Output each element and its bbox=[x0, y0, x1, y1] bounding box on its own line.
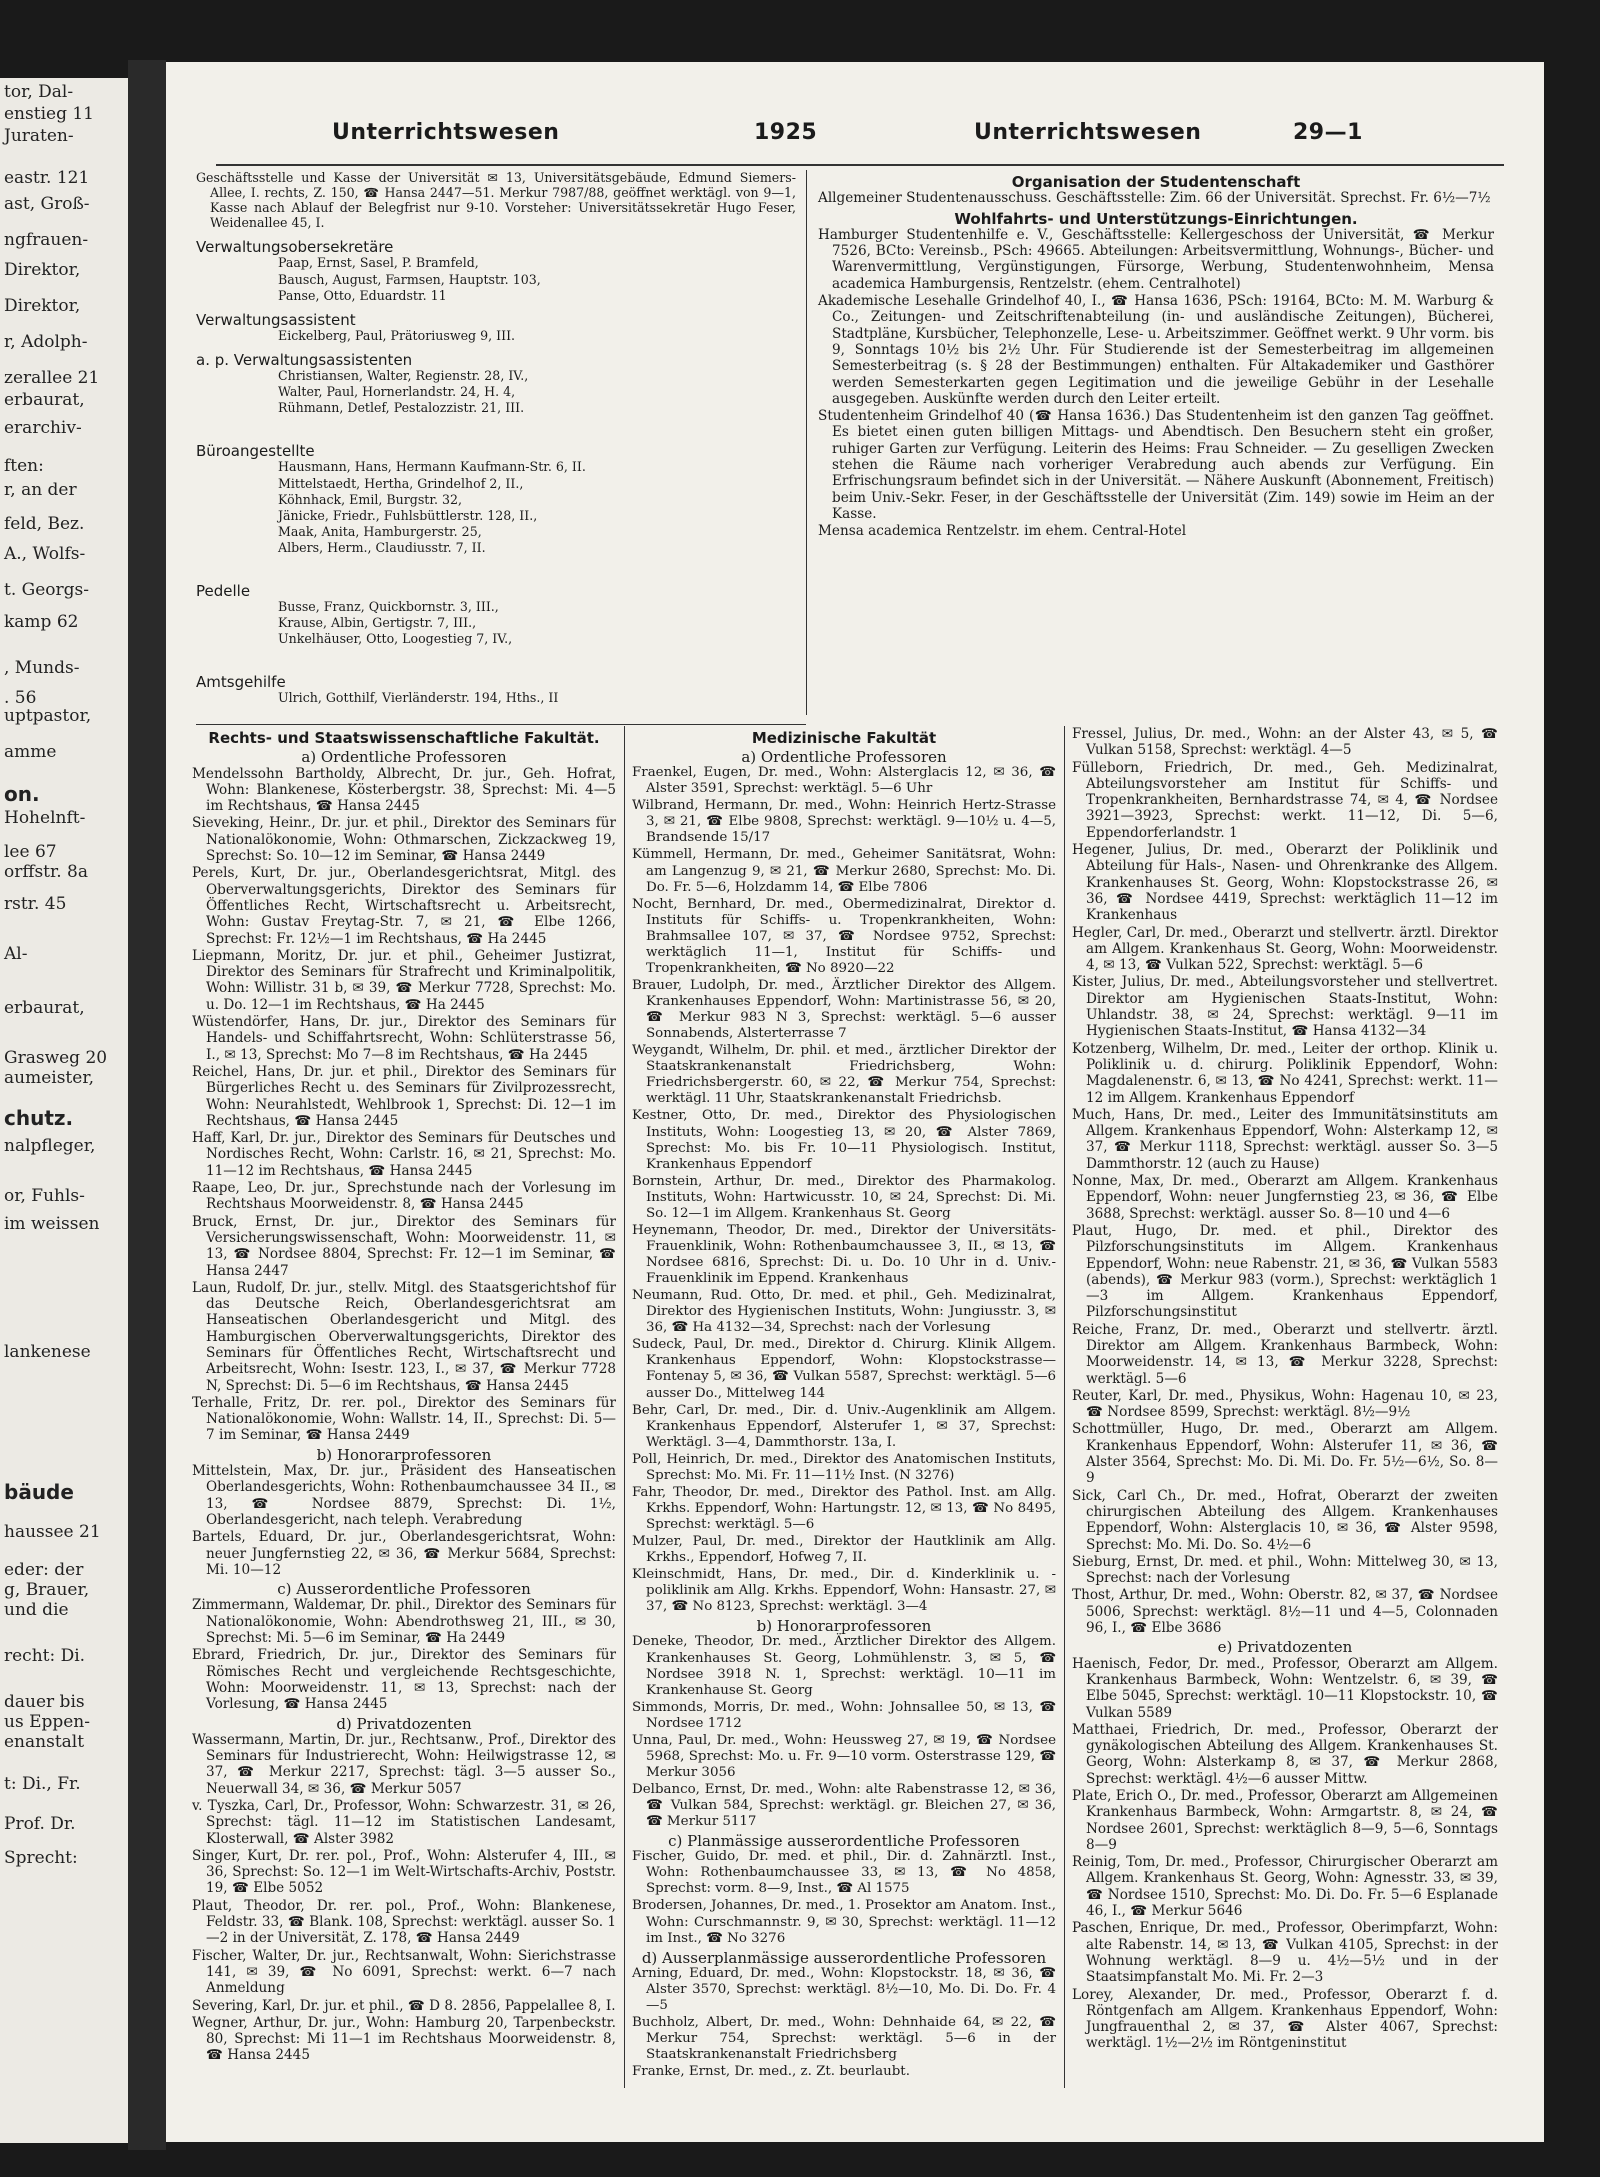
directory-entry: Wegner, Arthur, Dr. jur., Wohn: Hamburg 20, Tarpenbeckstr. 80, Sprechst: Mi 11—1 im Rechtshaus Moorweidenstr. 8, ☎ Hansa 2445 bbox=[192, 2014, 616, 2064]
directory-entry: Sieveking, Heinr., Dr. jur. et phil., Direktor des Seminars für Nationalökonomie, Wohn: Othmarschen, Zickzackweg 19, Sprechst: So. 10—12 im Seminar, ☎ Hansa 2449 bbox=[192, 815, 616, 865]
directory-entry: Fischer, Walter, Dr. jur., Rechtsanwalt, Wohn: Sierichstrasse 141, ✉ 39, ☎ No 6091, Sprechst: werkt. 6—7 nach Anmeldung bbox=[192, 1947, 616, 1997]
directory-entry: Mendelssohn Bartholdy, Albrecht, Dr. jur., Geh. Hofrat, Wohn: Blankenese, Kösterbergstr. 38, Sprechst: Mi. 4—5 im Rechtshaus, ☎ Hansa 2445 bbox=[192, 765, 616, 815]
spacer bbox=[196, 647, 796, 665]
staff-name-line: Panse, Otto, Eduardstr. 11 bbox=[278, 287, 447, 303]
directory-entry: Haff, Karl, Dr. jur., Direktor des Seminars für Deutsches und Nordisches Recht, Wohn: Carlstr. 16, ✉ 21, Sprechst: Mo. 11—12 im Rechtshaus, ☎ Hansa 2445 bbox=[192, 1130, 616, 1179]
staff-name-line: Busse, Franz, Quickbornstr. 3, III., bbox=[278, 599, 499, 615]
university-administration-section bbox=[196, 170, 796, 707]
adjacent-page-line: eder: der bbox=[4, 1560, 84, 1580]
directory-entry: Allgemeiner Studentenausschuss. Geschäftsstelle: Zim. 66 der Universität. Sprechst. Fr. 6½—7½ bbox=[818, 190, 1491, 207]
adjacent-page-line: nalpfleger, bbox=[4, 1136, 96, 1156]
staff-name-line: Unkelhäuser, Otto, Loogestieg 7, IV., bbox=[278, 631, 513, 647]
column-divider bbox=[1064, 726, 1065, 2088]
directory-entry: Brodersen, Johannes, Dr. med., 1. Prosektor am Anatom. Inst., Wohn: Curschmannstr. 9, ✉ 30, Sprechst: werktägl. 11—12 im Inst., ☎ No 3276 bbox=[632, 1898, 1056, 1946]
adjacent-page-line: erbaurat, bbox=[4, 998, 85, 1018]
directory-entry: Delbanco, Ernst, Dr. med., Wohn: alte Rabenstrasse 12, ✉ 36, ☎ Vulkan 584, Sprechst: werktägl. gr. Bleichen 27, ✉ 36, ☎ Merkur 5117 bbox=[632, 1782, 1056, 1830]
directory-entry: Fraenkel, Eugen, Dr. med., Wohn: Alsterglacis 12, ✉ 36, ☎ Alster 3591, Sprechst: werktägl. 5—6 Uhr bbox=[632, 765, 1056, 797]
directory-entry: Thost, Arthur, Dr. med., Wohn: Oberstr. 82, ✉ 37, ☎ Nordsee 5006, Sprechst: werktägl. 8½—11 und 4—5, Colonnaden 96, I., ☎ Elbe 3686 bbox=[1072, 1587, 1498, 1637]
adjacent-page-line: Hohelnft- bbox=[4, 808, 86, 828]
adjacent-page-line: haussee 21 bbox=[4, 1522, 101, 1542]
directory-entry: Sieburg, Ernst, Dr. med. et phil., Wohn: Mittelweg 30, ✉ 13, Sprechst: nach der Vorlesung bbox=[1072, 1553, 1498, 1587]
staff-name-line: Mittelstaedt, Hertha, Grindelhof 2, II., bbox=[278, 475, 524, 491]
directory-entry: Nocht, Bernhard, Dr. med., Obermedizinalrat, Direktor d. Instituts für Schiffs- u. Tropenkrankheiten, Wohn: Brahmsallee 107, ✉ 37, ☎ Nordsee 9752, Sprechst: werktäglich 11—1, Institut für Schiffs- und Tropenkrankheiten, ☎ No 8920—22 bbox=[632, 896, 1056, 976]
directory-entry: Plate, Erich O., Dr. med., Professor, Oberarzt am Allgemeinen Krankenhaus Barmbeck, Wohn: Armgartstr. 8, ✉ 24, ☎ Nordsee 2601, Sprechst: werktäglich 8—9, 5—6, Sonntags 8—9 bbox=[1072, 1788, 1498, 1853]
rank-subheading: d) Ausserplanmässige ausserordentliche Professoren bbox=[641, 1948, 1047, 1967]
directory-entry: Kleinschmidt, Hans, Dr. med., Dir. d. Kinderklinik u. -poliklinik am Allg. Krkhs. Eppendorf, Wohn: Hansastr. 27, ✉ 37, ☎ No 8123, Sprechst: werktägl. 3—4 bbox=[632, 1567, 1056, 1615]
rank-subheading: b) Honorarprofessoren bbox=[316, 1445, 492, 1464]
directory-entry: Perels, Kurt, Dr. jur., Oberlandesgerichtsrat, Mitgl. des Oberverwaltungsgerichts, Direktor des Seminars für Öffentliches Recht, Wirtschaftsrecht u. Arbeitsrecht, Wohn: Gustav Freytag-Str. 7, ✉ 21, ☎ Elbe 1266, Sprechst: Fr. 12½—1 im Rechtshaus, ☎ Ha 2445 bbox=[192, 865, 616, 947]
directory-entry: Bornstein, Arthur, Dr. med., Direktor des Pharmakolog. Instituts, Wohn: Hartwicusstr. 10, ✉ 24, Sprechst: Di. Mi. So. 12—1 im Allgem. Krankenhaus St. Georg bbox=[632, 1173, 1056, 1221]
directory-entry: Plaut, Hugo, Dr. med. et phil., Direktor des Pilzforschungsinstituts im Allgem. Krankenhaus Eppendorf, Wohn: neue Rabenstr. 21, ✉ 36, ☎ Vulkan 5583 (abends), ☎ Merkur 983 (vorm.), Sprechst: werktäglich 1—3 im Allgem. Krankenhaus Eppendorf, Pilzforschungsinstitut bbox=[1072, 1222, 1498, 1321]
staff-name-line: Albers, Herm., Claudiusstr. 7, II. bbox=[278, 539, 486, 555]
directory-entry: Wilbrand, Hermann, Dr. med., Wohn: Heinrich Hertz-Strasse 3, ✉ 21, ☎ Elbe 9808, Sprechst: werktägl. 9—10½ u. 4—5, Brandsende 15/17 bbox=[632, 798, 1056, 846]
adjacent-page-line: A., Wolfs- bbox=[4, 544, 86, 564]
directory-entry: Brauer, Ludolph, Dr. med., Ärztlicher Direktor des Allgem. Krankenhauses Eppendorf, Wohn: Martinistrasse 56, ✉ 20, ☎ Merkur 983 N 3, Sprechst: werktägl. 5—6 ausser Sonnabends, Alsterterrasse 7 bbox=[632, 977, 1056, 1042]
adjacent-page-line: Juraten- bbox=[4, 126, 74, 146]
adjacent-page-line: erbaurat, bbox=[4, 390, 85, 410]
directory-entry: Wüstendörfer, Hans, Dr. jur., Direktor des Seminars für Handels- und Schiffahrtsrecht, Wohn: Schlüterstrasse 56, I., ✉ 13, Sprechst: Mo 7—8 im Rechtshaus, ☎ Ha 2445 bbox=[192, 1014, 616, 1063]
spacer bbox=[196, 556, 796, 574]
directory-entry: Deneke, Theodor, Dr. med., Ärztlicher Direktor des Allgem. Krankenhauses St. Georg, Lohmühlenstr. 3, ✉ 5, ☎ Nordsee 3918 N. 1, Sprechst: werktägl. 10—11 im Krankenhause St. Georg bbox=[632, 1634, 1056, 1698]
directory-entry: Lorey, Alexander, Dr. med., Professor, Oberarzt f. d. Röntgenfach am Allgem. Krankenhaus Eppendorf, Wohn: Jungfrauenthal 2, ✉ 37, ☎ Alster 4067, Sprechst: werktägl. 1½—2½ im Röntgeninstitut bbox=[1072, 1986, 1498, 2052]
directory-entry: Akademische Lesehalle Grindelhof 40, I., ☎ Hansa 1636, PSch: 19164, BCto: M. M. Warburg & Co., Zeitungen- und Zeitschriftenabteilung (in- und ausländische Zeitungen), Bücherei, Stadtpläne, Kursbücher, Telephonzelle, Lese- u. Arbeitszimmer. Geöffnet werkt. 9 Uhr vorm. bis 9, Sonntags 10½ bis 2½ Uhr. Für Studierende ist der Semesterbeitrag im allgemeinen Semesterbeitrag (s. § 28 der Bestimmungen) enthalten. Für Altakademiker und Gasthörer werden Semesterkarten gegen Legitimation und die jeweilige Gebühr in der Lesehalle ausgegeben. Auskünfte werden durch den Leiter erteilt. bbox=[818, 293, 1494, 407]
section-rule bbox=[196, 724, 806, 725]
directory-entry: Arning, Eduard, Dr. med., Wohn: Klopstockstr. 18, ✉ 36, ☎ Alster 3570, Sprechst: werktägl. 8½—10, Mo. Di. Do. Fr. 4—5 bbox=[632, 1965, 1056, 2013]
faculty-heading: Organisation der Studentenschaft bbox=[1011, 173, 1301, 191]
directory-entry: Reuter, Karl, Dr. med., Physikus, Wohn: Hagenau 10, ✉ 23, ☎ Nordsee 8599, Sprechst: werktägl. 8½—9½ bbox=[1072, 1387, 1498, 1421]
section-heading: Amtsgehilfe bbox=[196, 673, 286, 692]
directory-entry: Mulzer, Paul, Dr. med., Direktor der Hautklinik am Allg. Krkhs., Eppendorf, Hofweg 7, II. bbox=[632, 1534, 1056, 1566]
adjacent-page-line: im weissen bbox=[4, 1214, 100, 1234]
directory-entry: Paschen, Enrique, Dr. med., Professor, Oberimpfarzt, Wohn: alte Rabenstr. 14, ✉ 13, ☎ Vulkan 4105, Sprechst: in der Wohnung werktägl. 8—9 u. 4½—5½ und in der Staatsimpfanstalt Mo. Mi. Fr. 2—3 bbox=[1072, 1920, 1498, 1986]
adjacent-page-line: rstr. 45 bbox=[4, 894, 67, 914]
directory-entry: Raape, Leo, Dr. jur., Sprechstunde nach der Vorlesung im Rechtshaus Moorweidenstr. 8, ☎ Hansa 2445 bbox=[192, 1180, 616, 1213]
rank-subheading: b) Honorarprofessoren bbox=[756, 1617, 932, 1636]
directory-entry: Geschäftsstelle und Kasse der Universität ✉ 13, Universitätsgebäude, Edmund Siemers-Allee, I. rechts, Z. 150, ☎ Hansa 2447—51. Merkur 7987/88, geöffnet werktägl. von 9—1, Kasse nach Ablauf der Belegfrist nur 9-10. Vorsteher: Universitätssekretär Hugo Feser, Weidenallee 45, I. bbox=[196, 170, 796, 231]
directory-entry: Kister, Julius, Dr. med., Abteilungsvorsteher und stellvertret. Direktor am Hygienischen Staats-Institut, Wohn: Uhlandstr. 38, ✉ 24, Sprechst: werktägl. 9—11 im Hygienischen Staats-Institut, ☎ Hansa 4132—34 bbox=[1072, 974, 1498, 1040]
directory-entry: Kümmell, Hermann, Dr. med., Geheimer Sanitätsrat, Wohn: am Langenzug 9, ✉ 21, ☎ Merkur 2680, Sprechst: Mo. Di. Do. Fr. 5—6, Holzdamm 14, ☎ Elbe 7806 bbox=[632, 847, 1056, 895]
staff-name-line: Köhnhack, Emil, Burgstr. 32, bbox=[278, 491, 463, 507]
directory-entry: Simmonds, Morris, Dr. med., Wohn: Johnsallee 50, ✉ 13, ☎ Nordsee 1712 bbox=[632, 1699, 1056, 1731]
directory-entry: Fressel, Julius, Dr. med., Wohn: an der Alster 43, ✉ 5, ☎ Vulkan 5158, Sprechst: werktägl. 4—5 bbox=[1072, 726, 1498, 759]
adjacent-page-line: t: Di., Fr. bbox=[4, 1774, 81, 1794]
faculty-heading: Rechts- und Staatswissenschaftliche Fakultät. bbox=[208, 729, 600, 747]
adjacent-page-line: r, Adolph- bbox=[4, 332, 88, 352]
adjacent-page-line: aumeister, bbox=[4, 1068, 94, 1088]
directory-entry: Much, Hans, Dr. med., Leiter des Immunitätsinstituts am Allgem. Krankenhaus Eppendorf, Wohn: Alsterkamp 12, ✉ 37, ☎ Merkur 1118, Sprechst: werktägl. ausser So. 3—5 Dammthorstr. 12 (auch zu Hause) bbox=[1072, 1106, 1498, 1172]
directory-entry: Matthaei, Friedrich, Dr. med., Professor, Oberarzt der gynäkologischen Abteilung des Allgem. Krankenhauses St. Georg, Wohn: Alsterkamp 8, ✉ 37, ☎ Merkur 2868, Sprechst: werktägl. 4½—6 ausser Mittw. bbox=[1072, 1721, 1498, 1787]
rank-subheading: e) Privatdozenten bbox=[1217, 1638, 1353, 1657]
adjacent-page-line: Al- bbox=[4, 944, 28, 964]
staff-name-line: Paap, Ernst, Sasel, P. Bramfeld, bbox=[278, 255, 479, 271]
directory-entry: Hamburger Studentenhilfe e. V., Geschäftsstelle: Kellergeschoss der Universität, ☎ Merkur 7526, BCto: Vereinsb., PSch: 49665. Abteilungen: Arbeitsvermittlung, Wohnungs-, Bücher- und Warenvermittlung, Vergünstigungen, Fürsorge, Werbung, Studentenwohnheim, Mensa academica Hamburgensis, Rentzelstr. (ehem. Centralhotel) bbox=[818, 226, 1494, 292]
adjacent-page-line: recht: Di. bbox=[4, 1646, 86, 1666]
adjacent-page-line: . 56 bbox=[4, 688, 37, 708]
directory-entry: Reichel, Hans, Dr. jur. et phil., Direktor des Seminars für Bürgerliches Recht u. des Seminars für Zivilprozessrecht, Wohn: Neurahlstedt, Wehlbrook 1, Sprechst: Di. 12—1 im Rechtshaus, ☎ Hansa 2445 bbox=[192, 1063, 616, 1129]
adjacent-page-fragment bbox=[0, 78, 131, 2143]
rank-subheading: a) Ordentliche Professoren bbox=[301, 748, 507, 767]
directory-entry: Wassermann, Martin, Dr. jur., Rechtsanw., Prof., Direktor des Seminars für Industrierecht, Wohn: Heilwigstrasse 12, ✉ 37, ☎ Merkur 2217, Sprechst: tägl. 3—5 ausser So., Neuerwall 34, ✉ 36, ☎ Merkur 5057 bbox=[192, 1731, 616, 1797]
staff-name-line: Hausmann, Hans, Hermann Kaufmann-Str. 6, II. bbox=[278, 459, 586, 475]
header-right-title: Unterrichtswesen bbox=[974, 120, 1202, 145]
adjacent-page-line: ngfrauen- bbox=[4, 230, 89, 250]
medical-faculty-column bbox=[632, 726, 1056, 2081]
adjacent-page-line: Direktor, bbox=[4, 296, 81, 316]
adjacent-page-line: on. bbox=[4, 782, 40, 806]
staff-name-line: Eickelberg, Paul, Prätoriusweg 9, III. bbox=[278, 327, 516, 343]
page-number: 29—1 bbox=[1293, 120, 1363, 145]
adjacent-page-line: kamp 62 bbox=[4, 612, 79, 632]
directory-entry: Mensa academica Rentzelstr. im ehem. Central-Hotel bbox=[818, 523, 1187, 540]
adjacent-page-line: Prof. Dr. bbox=[4, 1814, 76, 1834]
column-divider bbox=[624, 726, 625, 2088]
adjacent-page-line: zerallee 21 bbox=[4, 368, 100, 388]
adjacent-page-line: erarchiv- bbox=[4, 418, 82, 438]
rank-subheading: c) Planmässige ausserordentliche Professoren bbox=[668, 1832, 1020, 1851]
directory-entry: Singer, Kurt, Dr. rer. pol., Prof., Wohn: Alsterufer 4, III., ✉ 36, Sprechst: So. 12—1 im Welt-Wirtschafts-Archiv, Poststr. 19, ☎ Elbe 5052 bbox=[192, 1847, 616, 1897]
adjacent-page-line: enanstalt bbox=[4, 1732, 85, 1752]
directory-entry: Nonne, Max, Dr. med., Oberarzt am Allgem. Krankenhaus Eppendorf, Wohn: neuer Jungfernstieg 23, ✉ 36, ☎ Elbe 3688, Sprechst: werktägl. ausser So. 8—10 und 4—6 bbox=[1072, 1173, 1498, 1222]
adjacent-page-line: lankenese bbox=[4, 1342, 91, 1362]
adjacent-page-line: amme bbox=[4, 742, 57, 762]
adjacent-page-line: chutz. bbox=[4, 1106, 74, 1130]
header-rule bbox=[216, 164, 1504, 166]
staff-name-line: Rühmann, Detlef, Pestalozzistr. 21, III. bbox=[278, 400, 525, 416]
directory-entry: Fahr, Theodor, Dr. med., Direktor des Pathol. Inst. am Allg. Krkhs. Eppendorf, Wohn: Hartungstr. 12, ✉ 13, ☎ No 8495, Sprechst: werktägl. 5—6 bbox=[632, 1484, 1056, 1532]
directory-entry: Unna, Paul, Dr. med., Wohn: Heussweg 27, ✉ 19, ☎ Nordsee 5968, Sprechst: Mo. u. Fr. 9—10 vorm. Osterstrasse 129, ☎ Merkur 3056 bbox=[632, 1732, 1056, 1780]
adjacent-page-line: r, an der bbox=[4, 480, 77, 500]
staff-name-line: Krause, Albin, Gertigstr. 7, III., bbox=[278, 615, 477, 631]
directory-entry: Sudeck, Paul, Dr. med., Direktor d. Chirurg. Klinik Allgem. Krankenhaus Eppendorf, Wohn: Klopstockstrasse—Fontenay 5, ✉ 36, ☎ Vulkan 5587, Sprechst: werktägl. 5—6 ausser Do., Mittelweg 144 bbox=[632, 1337, 1056, 1401]
rank-subheading: d) Privatdozenten bbox=[336, 1714, 472, 1733]
adjacent-page-line: tor, Dal- bbox=[4, 82, 74, 102]
adjacent-page-line: dauer bis bbox=[4, 1692, 85, 1712]
directory-entry: Fülleborn, Friedrich, Dr. med., Geh. Medizinalrat, Abteilungsvorsteher am Institut für Schiffs- und Tropenkrankheiten, Bernhardstrasse 74, ✉ 4, ☎ Nordsee 3921—3923, Sprechst: werkt. 11—12, Di. 5—6, Eppendorferlandstr. 1 bbox=[1072, 759, 1498, 841]
medical-faculty-column-continued bbox=[1072, 726, 1498, 2053]
directory-entry: Schottmüller, Hugo, Dr. med., Oberarzt am Allgem. Krankenhaus Eppendorf, Wohn: Alsterufer 11, ✉ 36, ☎ Alster 3564, Sprechst: Mo. Di. Mi. Do. Fr. 5½—6½, So. 8—9 bbox=[1072, 1421, 1498, 1487]
adjacent-page-line: lee 67 bbox=[4, 842, 57, 862]
directory-entry: Terhalle, Fritz, Dr. rer. pol., Direktor des Seminars für Nationalökonomie, Wohn: Wallstr. 14, II., Sprechst: Di. 5—7 im Seminar, ☎ Hansa 2449 bbox=[192, 1394, 616, 1444]
directory-entry: Ebrard, Friedrich, Dr. jur., Direktor des Seminars für Römisches Recht und vergleichende Rechtsgeschichte, Wohn: Moorweidenstr. 11, ✉ 13, Sprechst: nach der Vorlesung, ☎ Hansa 2445 bbox=[192, 1647, 616, 1713]
directory-entry: Weygandt, Wilhelm, Dr. phil. et med., ärztlicher Direktor der Staatskrankenanstalt Friedrichsberg, Wohn: Friedrichsbergerstr. 60, ✉ 22, ☎ Merkur 754, Sprechst: werktägl. 11 Uhr, Staatskrankenanstalt Friedrichsb. bbox=[632, 1043, 1056, 1107]
adjacent-page-line: uptpastor, bbox=[4, 706, 92, 726]
adjacent-page-line: or, Fuhls- bbox=[4, 1186, 85, 1206]
directory-entry: Poll, Heinrich, Dr. med., Direktor des Anatomischen Instituts, Sprechst: Mo. Mi. Fr. 11—11½ Inst. (N 3276) bbox=[632, 1451, 1056, 1483]
header-left-title: Unterrichtswesen bbox=[332, 120, 560, 145]
section-heading: Pedelle bbox=[196, 581, 251, 600]
student-organisation-section bbox=[818, 170, 1494, 541]
adjacent-page-line: g, Brauer, bbox=[4, 1580, 90, 1600]
adjacent-page-line: t. Georgs- bbox=[4, 580, 89, 600]
column-divider bbox=[806, 170, 807, 715]
adjacent-page-line: Direktor, bbox=[4, 260, 81, 280]
section-heading: a. p. Verwaltungsassistenten bbox=[196, 350, 413, 369]
staff-name-line: Ulrich, Gotthilf, Vierländerstr. 194, Hths., II bbox=[278, 690, 559, 706]
directory-entry: Haenisch, Fedor, Dr. med., Professor, Oberarzt am Allgem. Krankenhaus Barmbeck, Wohn: Wentzelstr. 6, ✉ 39, ☎ Elbe 5045, Sprechst: werktägl. 10—11 Klopstockstr. 10, ☎ Vulkan 5589 bbox=[1072, 1655, 1498, 1721]
book-gutter bbox=[128, 60, 166, 2150]
directory-entry: Buchholz, Albert, Dr. med., Wohn: Dehnhaide 64, ✉ 22, ☎ Merkur 754, Sprechst: werktägl. 5—6 in der Staatskrankenanstalt Friedrichsberg bbox=[632, 2014, 1056, 2062]
staff-name-line: Bausch, August, Farmsen, Hauptstr. 103, bbox=[278, 271, 541, 287]
directory-entry: Bruck, Ernst, Dr. jur., Direktor des Seminars für Versicherungswissenschaft, Wohn: Moorweidenstr. 11, ✉ 13, ☎ Nordsee 8804, Sprechst: Fr. 12—1 im Seminar, ☎ Hansa 2447 bbox=[192, 1213, 616, 1279]
adjacent-page-line: feld, Bez. bbox=[4, 514, 85, 534]
directory-entry: Laun, Rudolf, Dr. jur., stellv. Mitgl. des Staatsgerichtshof für das Deutsche Reich, Oberlandesgerichtsrat am Hanseatischen Oberlandesgericht und Mitgl. des Hamburgischen Oberverwaltungsgerichts, Direktor des Seminars für Öffentliches Recht, Wirtschaftsrecht und Arbeitsrecht, Wohn: Isestr. 123, I., ✉ 37, ☎ Merkur 7728 N, Sprechst: Di. 5—6 im Rechtshaus, ☎ Hansa 2445 bbox=[192, 1279, 616, 1394]
staff-name-line: Jänicke, Friedr., Fuhlsbüttlerstr. 128, II., bbox=[278, 507, 538, 523]
directory-entry: Fischer, Guido, Dr. med. et phil., Dir. d. Zahnärztl. Inst., Wohn: Rothenbaumchaussee 33, ✉ 13, ☎ No 4858, Sprechst: vorm. 8—9, Inst., ☎ Al 1575 bbox=[632, 1849, 1056, 1897]
directory-entry: Severing, Karl, Dr. jur. et phil., ☎ D 8. 2856, Pappelallee 8, I. bbox=[192, 1997, 616, 2014]
directory-entry: Studentenheim Grindelhof 40 (☎ Hansa 1636.) Das Studentenheim ist den ganzen Tag geöffnet. Es bietet einen guten billigen Mittags- und Abendtisch. Den Besuchern steht ein großer, ruhiger Garten zur Verfügung. Leiterin des Heims: Frau Schneider. — Zu geselligen Zwecken stehen die Räume nach vorheriger Verabredung auch abends zur Verfügung. Ein Erfrischungsraum befindet sich in der Universität. — Nähere Auskunft (Abonnement, Freitisch) beim Univ.-Sekr. Feser, in der Geschäftsstelle der Universität (Zim. 149) sowie im Heim an der Kasse. bbox=[818, 408, 1494, 522]
directory-entry: Zimmermann, Waldemar, Dr. phil., Direktor des Seminars für Nationalökonomie, Wohn: Abendrothsweg 21, III., ✉ 30, Sprechst: Mi. 5—6 im Seminar, ☎ Ha 2449 bbox=[192, 1597, 616, 1647]
directory-entry: Kotzenberg, Wilhelm, Dr. med., Leiter der orthop. Klinik u. Poliklinik u. d. chirurg. Poliklinik Eppendorf, Wohn: Magdalenenstr. 6, ✉ 13, ☎ No 4241, Sprechst: werkt. 11—12 im Allgem. Krankenhaus Eppendorf bbox=[1072, 1040, 1498, 1106]
adjacent-page-line: eastr. 121 bbox=[4, 168, 90, 188]
header-year: 1925 bbox=[754, 120, 818, 145]
section-heading: Verwaltungsobersekretäre bbox=[196, 238, 394, 257]
faculty-heading: Wohlfahrts- und Unterstützungs-Einrichtungen. bbox=[954, 209, 1358, 228]
adjacent-page-line: Grasweg 20 bbox=[4, 1048, 108, 1068]
section-heading: Verwaltungsassistent bbox=[196, 310, 356, 329]
directory-entry: Behr, Carl, Dr. med., Dir. d. Univ.-Augenklinik am Allgem. Krankenhaus Eppendorf, Alsterufer 1, ✉ 37, Sprechst: Werktägl. 3—4, Dammthorstr. 13a, I. bbox=[632, 1402, 1056, 1450]
adjacent-page-line: ften: bbox=[4, 456, 44, 476]
staff-name-line: Walter, Paul, Hornerlandstr. 24, H. 4, bbox=[278, 384, 516, 400]
directory-entry: Hegler, Carl, Dr. med., Oberarzt und stellvertr. ärztl. Direktor am Allgem. Krankenhaus St. Georg, Wohn: Moorweidenstr. 4, ✉ 13, ☎ Vulkan 522, Sprechst: werktägl. 5—6 bbox=[1072, 924, 1498, 974]
rank-subheading: a) Ordentliche Professoren bbox=[741, 748, 947, 767]
directory-entry: Bartels, Eduard, Dr. jur., Oberlandesgerichtsrat, Wohn: neuer Jungfernstieg 22, ✉ 36, ☎ Merkur 5684, Sprechst: Mi. 10—12 bbox=[192, 1529, 616, 1578]
directory-entry: Neumann, Rud. Otto, Dr. med. et phil., Geh. Medizinalrat, Direktor des Hygienischen Instituts, Wohn: Jungiusstr. 3, ✉ 36, ☎ Ha 4132—34, Sprechst: nach der Vorlesung bbox=[632, 1288, 1056, 1336]
staff-name-line: Maak, Anita, Hamburgerstr. 25, bbox=[278, 523, 482, 539]
directory-entry: Sick, Carl Ch., Dr. med., Hofrat, Oberarzt der zweiten chirurgischen Abteilung des Allgem. Krankenhauses Eppendorf, Wohn: Alsterglacis 10, ✉ 36, ☎ Alster 9598, Sprechst: Mo. Mi. Do. So. 4½—6 bbox=[1072, 1487, 1498, 1553]
directory-entry: Heynemann, Theodor, Dr. med., Direktor der Universitäts-Frauenklinik, Wohn: Rothenbaumchaussee 3, II., ✉ 13, ☎ Nordsee 6816, Sprechst: Di. u. Do. 10 Uhr in d. Univ.-Frauenklinik im Eppend. Krankenhaus bbox=[632, 1222, 1056, 1287]
faculty-heading: Medizinische Fakultät bbox=[751, 729, 937, 747]
rank-subheading: c) Ausserordentliche Professoren bbox=[277, 1580, 531, 1599]
directory-entry: Reinig, Tom, Dr. med., Professor, Chirurgischer Oberarzt am Allgem. Krankenhaus St. Georg, Wohn: Agnesstr. 33, ✉ 39, ☎ Nordsee 1510, Sprechst: Mo. Di. Do. Fr. 5—6 Esplanade 46, I., ☎ Merkur 5646 bbox=[1072, 1854, 1498, 1920]
directory-entry: Reiche, Franz, Dr. med., Oberarzt und stellvertr. ärztl. Direktor am Allgem. Krankenhaus Barmbeck, Wohn: Moorweidenstr. 14, ✉ 13, ☎ Merkur 3228, Sprechst: werktägl. 5—6 bbox=[1072, 1321, 1498, 1387]
spacer bbox=[196, 416, 796, 434]
adjacent-page-line: , Munds- bbox=[4, 658, 80, 678]
adjacent-page-line: orffstr. 8a bbox=[4, 862, 89, 882]
directory-entry: Franke, Ernst, Dr. med., z. Zt. beurlaubt. bbox=[632, 2064, 910, 2080]
directory-entry: Kestner, Otto, Dr. med., Direktor des Physiologischen Instituts, Wohn: Loogestieg 13, ✉ 20, ☎ Alster 7869, Sprechst: Mo. bis Fr. 10—11 Physiologisch. Institut, Krankenhaus Eppendorf bbox=[632, 1108, 1056, 1172]
adjacent-page-line: bäude bbox=[4, 1480, 74, 1504]
directory-entry: Mittelstein, Max, Dr. jur., Präsident des Hanseatischen Oberlandesgerichts, Wohn: Rothenbaumchaussee 34 II., ✉ 13, ☎ Nordsee 8879, Sprechst: Di. 1½, Oberlandesgericht, nach teleph. Verabredung bbox=[192, 1463, 616, 1528]
section-heading: Büroangestellte bbox=[196, 442, 315, 461]
adjacent-page-line: us Eppen- bbox=[4, 1712, 91, 1732]
adjacent-page-line: enstieg 11 bbox=[4, 104, 94, 124]
law-faculty-column bbox=[192, 726, 616, 2065]
adjacent-page-line: und die bbox=[4, 1600, 69, 1620]
staff-name-line: Christiansen, Walter, Regienstr. 28, IV., bbox=[278, 368, 529, 384]
adjacent-page-line: ast, Groß- bbox=[4, 194, 90, 214]
document-page bbox=[166, 62, 1544, 2142]
directory-entry: Hegener, Julius, Dr. med., Oberarzt der Poliklinik und Abteilung für Hals-, Nasen- und Ohrenkranke des Allgem. Krankenhauses St. Georg, Wohn: Klopstockstrasse 26, ✉ 36, ☎ Nordsee 4419, Sprechst: werktäglich 11—12 im Krankenhaus bbox=[1072, 842, 1498, 924]
directory-entry: v. Tyszka, Carl, Dr., Professor, Wohn: Schwarzestr. 31, ✉ 26, Sprechst: tägl. 11—12 im Statistischen Landesamt, Klosterwall, ☎ Alster 3982 bbox=[192, 1798, 616, 1847]
adjacent-page-line: Sprecht: bbox=[4, 1848, 78, 1868]
directory-entry: Plaut, Theodor, Dr. rer. pol., Prof., Wohn: Blankenese, Feldstr. 33, ☎ Blank. 108, Sprechst: werktägl. ausser So. 1—2 in der Universität, Z. 178, ☎ Hansa 2449 bbox=[192, 1897, 616, 1947]
running-header bbox=[166, 120, 1544, 160]
directory-entry: Liepmann, Moritz, Dr. jur. et phil., Geheimer Justizrat, Direktor des Seminars für Strafrecht und Kriminalpolitik, Wohn: Willistr. 31 b, ✉ 39, ☎ Merkur 7728, Sprechst: Mo. u. Do. 12—1 im Rechtshaus, ☎ Ha 2445 bbox=[192, 947, 616, 1013]
